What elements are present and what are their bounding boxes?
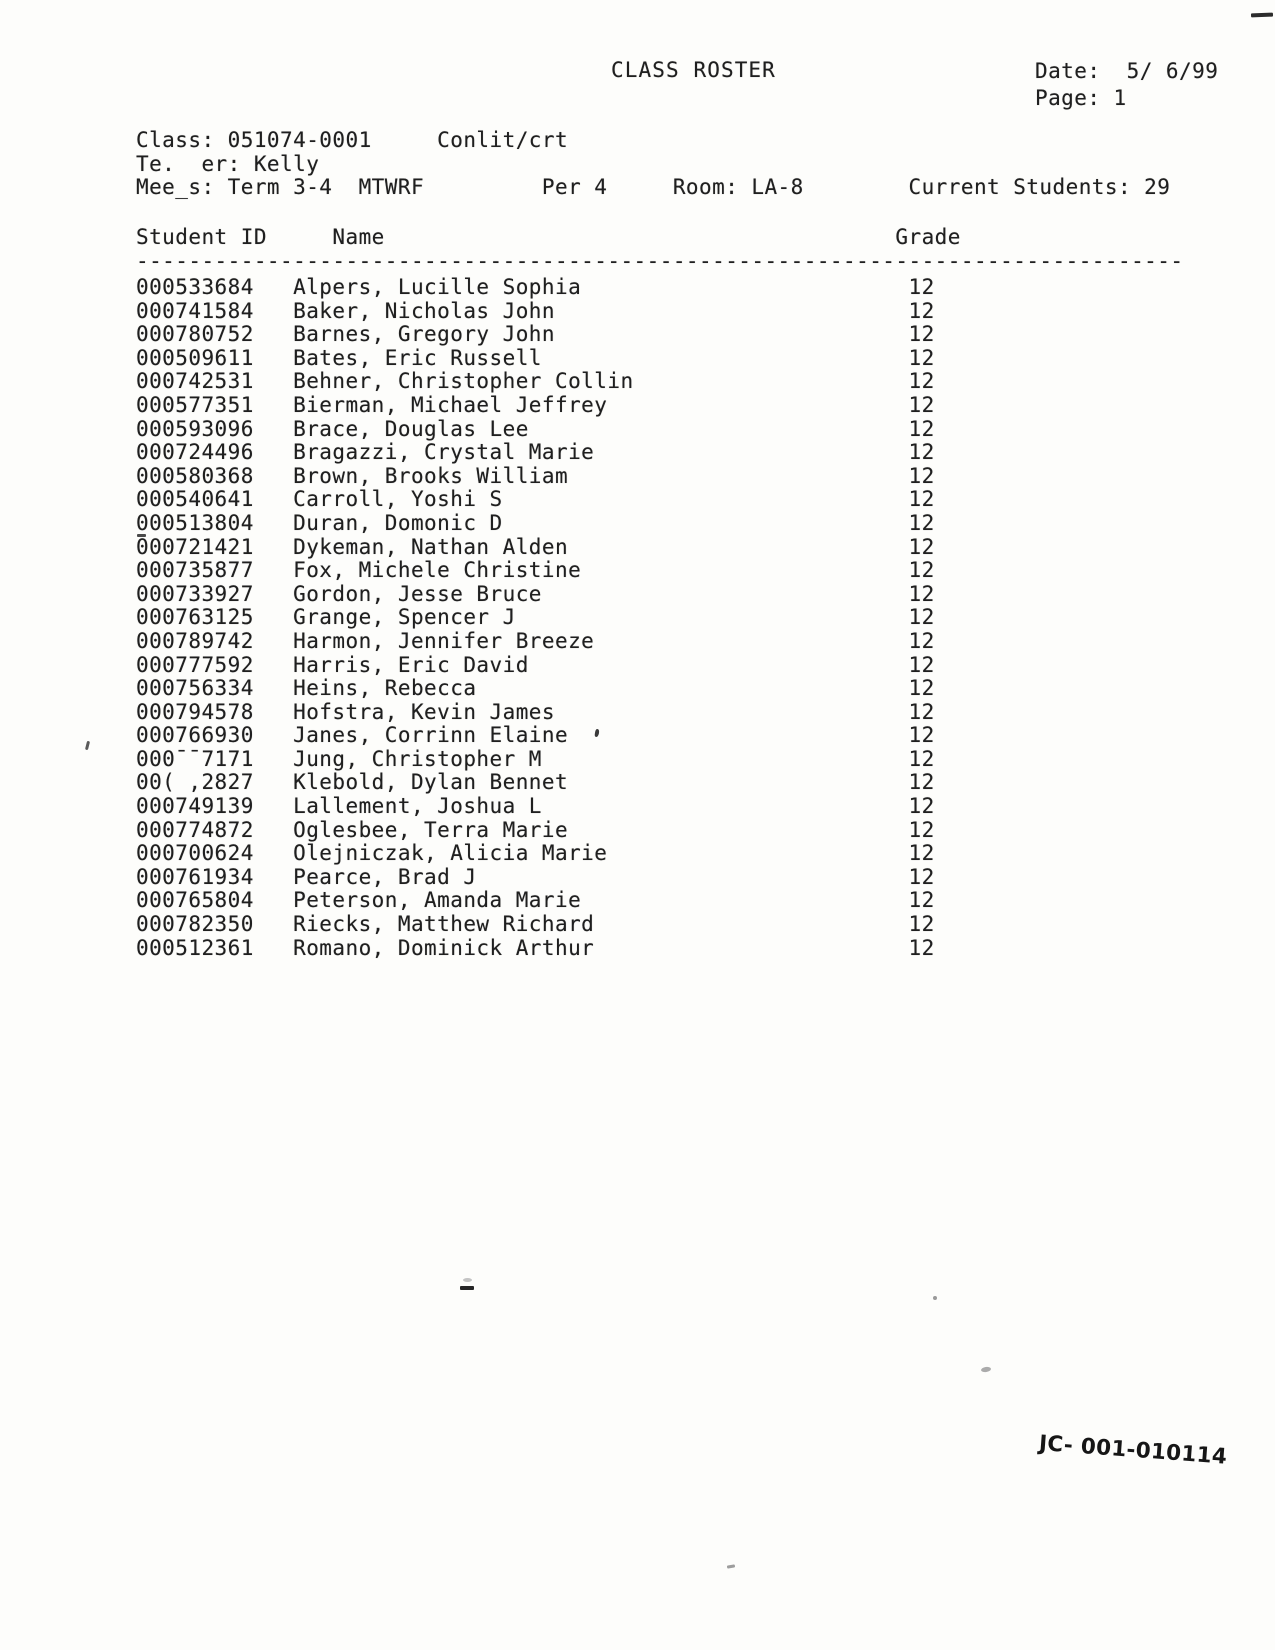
scan-artifact-mid-page-dash: [460, 1286, 474, 1290]
roster-row: 000513804 Duran, Domonic D 12: [136, 510, 935, 535]
scan-artifact-top-right-dash: [1251, 13, 1273, 18]
scan-artifact-squiggle: [981, 1366, 992, 1372]
roster-rows: [136, 276, 935, 960]
roster-row: 000735877 Fox, Michele Christine 12: [136, 558, 935, 583]
roster-row: 00( ,2827 Klebold, Dylan Bennet 12: [136, 770, 935, 795]
roster-row: 000774872 Oglesbee, Terra Marie 12: [136, 817, 935, 842]
scan-artifact-smudge: [463, 1278, 472, 1282]
scan-artifact-faint-dot: [933, 1296, 937, 1300]
roster-row: 000593096 Brace, Douglas Lee 12: [136, 416, 935, 441]
scan-artifact-left-margin-tick: [85, 741, 90, 750]
roster-row: 000756334 Heins, Rebecca 12: [136, 676, 935, 701]
roster-row: 000580368 Brown, Brooks William 12: [136, 463, 935, 488]
roster-row: 000777592 Harris, Eric David 12: [136, 652, 935, 677]
roster-row: 000794578 Hofstra, Kevin James 12: [136, 699, 935, 724]
roster-row: 000742531 Behner, Christopher Collin 12: [136, 369, 935, 394]
meets-line: Mee_s: Term 3-4 MTWRF Per 4 Room: LA-8 Current Students: 29: [136, 175, 1171, 199]
roster-row: 000761934 Pearce, Brad J 12: [136, 864, 935, 889]
roster-row: 000789742 Harmon, Jennifer Breeze 12: [136, 628, 935, 653]
roster-row: 000512361 Romano, Dominick Arthur 12: [136, 935, 935, 960]
roster-row: 000741584 Baker, Nicholas John 12: [136, 298, 935, 323]
bates-number-stamp: JC- 001-010114: [1038, 1431, 1228, 1470]
class-line: Class: 051074-0001 Conlit/crt: [136, 128, 569, 152]
scan-artifact-bottom-tick: [727, 1564, 735, 1568]
roster-row: 000765804 Peterson, Amanda Marie 12: [136, 888, 935, 913]
roster-row: 000763125 Grange, Spencer J 12: [136, 605, 935, 630]
roster-row: 000724496 Bragazzi, Crystal Marie 12: [136, 440, 935, 465]
roster-row: 000721421 Dykeman, Nathan Alden 12: [136, 534, 935, 559]
roster-row: 000533684 Alpers, Lucille Sophia 12: [136, 275, 935, 299]
roster-row: 000766930 Janes, Corrinn Elaine 12: [136, 723, 935, 748]
teacher-line: Te. er: Kelly: [136, 151, 320, 176]
roster-row: 000780752 Barnes, Gregory John 12: [136, 322, 935, 347]
roster-row: 000733927 Gordon, Jesse Bruce 12: [136, 581, 935, 606]
roster-row: 000540641 Carroll, Yoshi S 12: [136, 487, 935, 512]
roster-row: 000700624 Olejniczak, Alicia Marie 12: [136, 841, 935, 866]
dashed-separator: --------------------------------------------------------------------------------: [136, 249, 1184, 273]
table-column-headers: Student ID Name Grade: [136, 225, 961, 249]
report-title: CLASS ROSTER: [611, 58, 776, 82]
roster-row: 000509611 Bates, Eric Russell 12: [136, 345, 935, 370]
roster-row: 000577351 Bierman, Michael Jeffrey 12: [136, 392, 935, 417]
date-line: Date: 5/ 6/99: [1035, 59, 1219, 83]
page-line: Page: 1: [1035, 86, 1127, 110]
roster-row: 000782350 Riecks, Matthew Richard 12: [136, 912, 935, 937]
roster-row: 000749139 Lallement, Joshua L 12: [136, 794, 935, 819]
roster-row: 000¯¯7171 Jung, Christopher M 12: [136, 746, 935, 771]
